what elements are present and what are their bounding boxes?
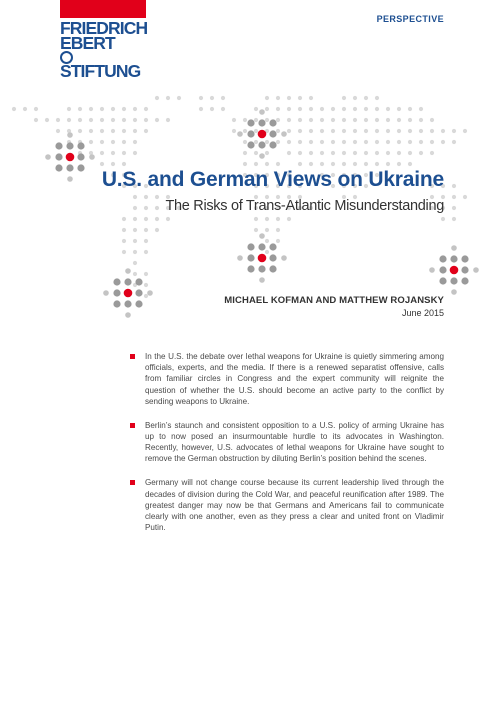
map-dot — [100, 151, 104, 155]
map-dot-highlight — [269, 130, 276, 137]
map-dot — [408, 162, 412, 166]
map-dot — [320, 118, 324, 122]
map-dot-highlight — [439, 277, 446, 284]
map-dot — [133, 195, 137, 199]
map-dot-highlight — [269, 254, 276, 261]
map-dot — [309, 107, 313, 111]
map-dot-highlight — [67, 132, 73, 138]
summary-bullet — [130, 420, 444, 465]
map-dot — [177, 96, 181, 100]
map-dot — [100, 118, 104, 122]
map-dot — [122, 118, 126, 122]
map-dot — [133, 250, 137, 254]
map-dot — [375, 151, 379, 155]
category-label: PERSPECTIVE — [376, 14, 444, 24]
map-dot — [342, 129, 346, 133]
map-dot-highlight — [89, 154, 95, 160]
map-dot — [386, 118, 390, 122]
map-dot-highlight — [125, 268, 131, 274]
map-dot — [89, 118, 93, 122]
map-dot — [353, 118, 357, 122]
summary-bullet — [130, 477, 444, 533]
bullet-text: In the U.S. the debate over lethal weapons for Ukraine is quietly simmering among officials, experts, and the media. If there is a renewed separatist offensive, calls from familiar circles in Congress and the expert community will reignite the question of whether the U.S. should become an active party to the conflict by sending weapons to Ukraine. — [145, 352, 444, 406]
map-dot — [364, 129, 368, 133]
map-dot-highlight — [113, 300, 120, 307]
map-dot — [144, 195, 148, 199]
map-dot — [254, 228, 258, 232]
map-dot — [287, 140, 291, 144]
map-dot — [89, 107, 93, 111]
map-dot — [419, 129, 423, 133]
map-dot-highlight — [281, 131, 287, 137]
map-dot-highlight — [451, 245, 457, 251]
map-dot — [144, 294, 148, 298]
map-dot-highlight — [259, 277, 265, 283]
map-dot-highlight — [124, 300, 131, 307]
map-dot — [254, 162, 258, 166]
map-dot — [254, 140, 258, 144]
map-dot-highlight — [147, 290, 153, 296]
map-dot — [122, 239, 126, 243]
map-dot-highlight — [247, 265, 254, 272]
map-dot — [144, 118, 148, 122]
map-dot-highlight — [125, 312, 131, 318]
map-dot — [243, 129, 247, 133]
map-dot — [309, 162, 313, 166]
map-dot — [155, 96, 159, 100]
map-dot-highlight — [247, 130, 254, 137]
map-dot — [287, 217, 291, 221]
map-dot — [243, 162, 247, 166]
map-dot — [298, 151, 302, 155]
map-dot — [397, 162, 401, 166]
map-dot — [386, 140, 390, 144]
map-dot — [265, 217, 269, 221]
map-dot — [122, 250, 126, 254]
bullet-text: Berlin’s staunch and consistent opposition to a U.S. policy of arming Ukraine has up to now posed an insurmountable hurdle to its advocates in Washington. Recently, however, U.S. advocates of lethal weapons for Ukraine have sought to remove the German obstruction by diluting Berlin’s position behind the scenes. — [145, 420, 444, 464]
map-dot-highlight — [113, 289, 120, 296]
map-dot — [386, 107, 390, 111]
map-dot — [408, 129, 412, 133]
map-dot-highlight — [135, 289, 142, 296]
map-dot — [265, 228, 269, 232]
map-dot — [276, 107, 280, 111]
map-dot-highlight — [67, 176, 73, 182]
map-dot — [210, 107, 214, 111]
map-dot — [364, 151, 368, 155]
map-dot — [276, 129, 280, 133]
map-dot-highlight — [135, 300, 142, 307]
map-dot — [254, 118, 258, 122]
europe-marker — [258, 130, 267, 139]
map-dot-highlight — [247, 254, 254, 261]
bullet-marker-icon — [130, 480, 135, 485]
map-dot — [111, 129, 115, 133]
map-dot-highlight — [55, 164, 62, 171]
map-dot — [342, 118, 346, 122]
map-dot — [144, 129, 148, 133]
map-dot — [386, 162, 390, 166]
map-dot-highlight — [461, 255, 468, 262]
map-dot — [155, 195, 159, 199]
map-dot — [331, 140, 335, 144]
map-dot — [342, 107, 346, 111]
map-dot — [353, 162, 357, 166]
map-dot — [276, 118, 280, 122]
map-dot — [331, 151, 335, 155]
map-dot — [254, 107, 258, 111]
map-dot — [364, 96, 368, 100]
map-dot — [144, 206, 148, 210]
map-dot — [364, 140, 368, 144]
map-dot — [320, 151, 324, 155]
map-dot — [265, 140, 269, 144]
map-dot — [298, 118, 302, 122]
map-dot — [243, 118, 247, 122]
map-dot — [100, 129, 104, 133]
map-dot — [155, 217, 159, 221]
bullet-marker-icon — [130, 354, 135, 359]
map-dot — [78, 129, 82, 133]
map-dot-highlight — [281, 255, 287, 261]
map-dot — [287, 129, 291, 133]
map-dot-highlight — [247, 243, 254, 250]
map-dot — [320, 107, 324, 111]
map-dot — [331, 118, 335, 122]
map-dot — [111, 107, 115, 111]
map-dot-highlight — [450, 277, 457, 284]
map-dot — [364, 107, 368, 111]
map-dot — [287, 118, 291, 122]
map-dot — [122, 162, 126, 166]
map-dot — [122, 228, 126, 232]
map-dot-highlight — [461, 266, 468, 273]
map-dot — [309, 151, 313, 155]
map-dot — [353, 107, 357, 111]
document-authors: MICHAEL KOFMAN AND MATTHEW ROJANSKY — [224, 295, 444, 306]
map-dot — [232, 118, 236, 122]
map-dot — [133, 228, 137, 232]
map-dot — [397, 129, 401, 133]
map-dot — [419, 151, 423, 155]
africa-marker — [258, 254, 267, 263]
map-dot — [397, 107, 401, 111]
map-dot — [375, 129, 379, 133]
map-dot — [452, 140, 456, 144]
map-dot — [56, 118, 60, 122]
map-dot — [144, 107, 148, 111]
map-dot — [254, 129, 258, 133]
map-dot — [452, 195, 456, 199]
map-dot-highlight — [259, 153, 265, 159]
map-dot — [78, 107, 82, 111]
map-dot — [364, 162, 368, 166]
map-dot-highlight — [124, 278, 131, 285]
map-dot-highlight — [77, 142, 84, 149]
map-dot-highlight — [269, 243, 276, 250]
map-dot — [397, 140, 401, 144]
map-dot — [144, 228, 148, 232]
map-dot — [111, 162, 115, 166]
logo-line-1: FRIEDRICH — [60, 18, 148, 38]
map-dot — [342, 151, 346, 155]
map-dot — [199, 107, 203, 111]
map-dot — [133, 239, 137, 243]
map-dot — [12, 107, 16, 111]
map-dot — [386, 129, 390, 133]
document-date: June 2015 — [401, 308, 444, 318]
map-dot — [254, 217, 258, 221]
map-dot — [298, 140, 302, 144]
bullet-text: Germany will not change course because its current leadership lived through the decades of division during the Cold War, and peaceful reunification after 1989. The greatest danger may now be that Germans and Americans fail to communicate clearly with one another, even as they press a clear and united front on Vladimir Putin. — [145, 478, 444, 533]
map-dot — [309, 129, 313, 133]
map-dot-highlight — [450, 255, 457, 262]
map-dot — [342, 162, 346, 166]
map-dot-highlight — [258, 141, 265, 148]
map-dot — [441, 217, 445, 221]
map-dot — [133, 118, 137, 122]
map-dot — [221, 96, 225, 100]
map-dot — [331, 129, 335, 133]
map-dot — [353, 129, 357, 133]
map-dot-highlight — [55, 142, 62, 149]
map-dot — [133, 272, 137, 276]
map-dot — [408, 151, 412, 155]
map-dot-highlight — [259, 233, 265, 239]
map-dot-highlight — [258, 119, 265, 126]
north-america-marker — [66, 153, 75, 162]
map-dot-highlight — [66, 142, 73, 149]
map-dot — [34, 118, 38, 122]
map-dot — [364, 118, 368, 122]
map-dot — [133, 261, 137, 265]
map-dot — [276, 239, 280, 243]
map-dot — [67, 107, 71, 111]
map-dot — [375, 140, 379, 144]
map-dot — [144, 283, 148, 287]
logo-line-2: EBERT — [60, 36, 146, 64]
map-dot — [298, 129, 302, 133]
map-dot — [111, 151, 115, 155]
logo-line-3: STIFTUNG — [60, 61, 141, 81]
map-dot — [430, 118, 434, 122]
map-dot — [265, 151, 269, 155]
map-dot — [265, 162, 269, 166]
map-dot — [397, 151, 401, 155]
map-dot — [452, 206, 456, 210]
map-dot — [331, 162, 335, 166]
map-dot — [276, 140, 280, 144]
map-dot — [375, 118, 379, 122]
map-dot-highlight — [237, 255, 243, 261]
map-dot — [122, 151, 126, 155]
map-dot — [243, 151, 247, 155]
map-dot — [441, 140, 445, 144]
map-dot — [287, 151, 291, 155]
map-dot-highlight — [439, 255, 446, 262]
map-dot — [133, 129, 137, 133]
document-subtitle: The Risks of Trans-Atlantic Misunderstanding — [165, 198, 444, 214]
map-dot — [111, 118, 115, 122]
map-dot-highlight — [45, 154, 51, 160]
map-dot — [133, 206, 137, 210]
map-dot — [408, 107, 412, 111]
map-dot — [89, 140, 93, 144]
map-dot-highlight — [258, 243, 265, 250]
map-dot — [353, 140, 357, 144]
map-dot-highlight — [269, 141, 276, 148]
map-dot — [144, 217, 148, 221]
map-dot — [100, 162, 104, 166]
map-dot-highlight — [259, 109, 265, 115]
map-dot — [100, 107, 104, 111]
map-dot — [320, 162, 324, 166]
map-dot — [375, 162, 379, 166]
map-dot — [265, 239, 269, 243]
map-dot-highlight — [247, 119, 254, 126]
map-dot — [144, 250, 148, 254]
map-dot — [45, 118, 49, 122]
map-dot — [287, 96, 291, 100]
map-dot — [166, 217, 170, 221]
map-dot — [199, 96, 203, 100]
document-title: U.S. and German Views on Ukraine — [101, 168, 444, 191]
map-dot-highlight — [55, 153, 62, 160]
map-dot-highlight — [269, 265, 276, 272]
map-dot — [133, 140, 137, 144]
summary-bullets — [130, 351, 444, 546]
map-dot — [452, 129, 456, 133]
map-dot — [155, 206, 159, 210]
map-dot-highlight — [66, 164, 73, 171]
map-dot — [397, 118, 401, 122]
map-dot-highlight — [429, 267, 435, 273]
map-dot-highlight — [103, 290, 109, 296]
map-dot — [67, 118, 71, 122]
map-dot — [133, 151, 137, 155]
map-dot — [342, 96, 346, 100]
map-dot-highlight — [77, 164, 84, 171]
map-dot-highlight — [451, 289, 457, 295]
map-dot — [111, 140, 115, 144]
map-dot — [463, 195, 467, 199]
map-dot — [276, 162, 280, 166]
map-dot — [166, 96, 170, 100]
map-dot — [56, 129, 60, 133]
map-dot — [287, 107, 291, 111]
map-dot — [276, 228, 280, 232]
map-dot — [298, 107, 302, 111]
map-dot — [320, 129, 324, 133]
map-dot — [122, 129, 126, 133]
map-dot — [309, 140, 313, 144]
map-dot-highlight — [113, 278, 120, 285]
map-dot — [430, 129, 434, 133]
map-dot — [419, 140, 423, 144]
map-dot — [298, 96, 302, 100]
map-dot — [331, 107, 335, 111]
map-dot — [265, 96, 269, 100]
map-dot — [144, 239, 148, 243]
map-dot — [144, 272, 148, 276]
map-dot — [155, 228, 159, 232]
map-dot — [232, 129, 236, 133]
bullet-marker-icon — [130, 423, 135, 428]
map-dot — [89, 129, 93, 133]
map-dot — [166, 118, 170, 122]
map-dot — [265, 107, 269, 111]
map-dot — [243, 140, 247, 144]
map-dot-highlight — [258, 265, 265, 272]
map-dot — [309, 96, 313, 100]
south-america-marker — [124, 289, 133, 298]
map-dot-highlight — [247, 141, 254, 148]
summary-bullet — [130, 351, 444, 407]
map-dot — [463, 129, 467, 133]
map-dot-highlight — [473, 267, 479, 273]
map-dot — [155, 118, 159, 122]
map-dot — [386, 151, 390, 155]
map-dot — [133, 107, 137, 111]
map-dot — [375, 96, 379, 100]
map-dot — [320, 140, 324, 144]
map-dot — [353, 96, 357, 100]
map-dot — [430, 151, 434, 155]
map-dot — [34, 107, 38, 111]
map-dot — [254, 151, 258, 155]
map-dot-highlight — [439, 266, 446, 273]
map-dot — [309, 118, 313, 122]
map-dot — [133, 217, 137, 221]
map-dot — [430, 140, 434, 144]
map-dot-highlight — [77, 153, 84, 160]
map-dot — [408, 140, 412, 144]
map-dot — [375, 107, 379, 111]
world-dot-map — [0, 0, 504, 330]
map-dot — [23, 107, 27, 111]
map-dot-highlight — [135, 278, 142, 285]
map-dot-highlight — [237, 131, 243, 137]
map-dot — [265, 118, 269, 122]
map-dot — [100, 140, 104, 144]
map-dot — [298, 162, 302, 166]
map-dot — [122, 107, 126, 111]
map-dot-highlight — [269, 119, 276, 126]
map-dot — [221, 107, 225, 111]
map-dot — [408, 118, 412, 122]
map-dot — [441, 129, 445, 133]
map-dot — [122, 140, 126, 144]
map-dot — [419, 118, 423, 122]
asia-marker — [450, 266, 459, 275]
map-dot — [353, 151, 357, 155]
map-dot — [122, 217, 126, 221]
map-dot — [276, 217, 280, 221]
map-dot-highlight — [461, 277, 468, 284]
map-dot — [78, 118, 82, 122]
map-dot — [452, 217, 456, 221]
map-dot — [265, 250, 269, 254]
map-dot — [452, 184, 456, 188]
map-dot — [210, 96, 214, 100]
map-dot — [276, 96, 280, 100]
map-dot — [342, 140, 346, 144]
map-dot — [419, 107, 423, 111]
